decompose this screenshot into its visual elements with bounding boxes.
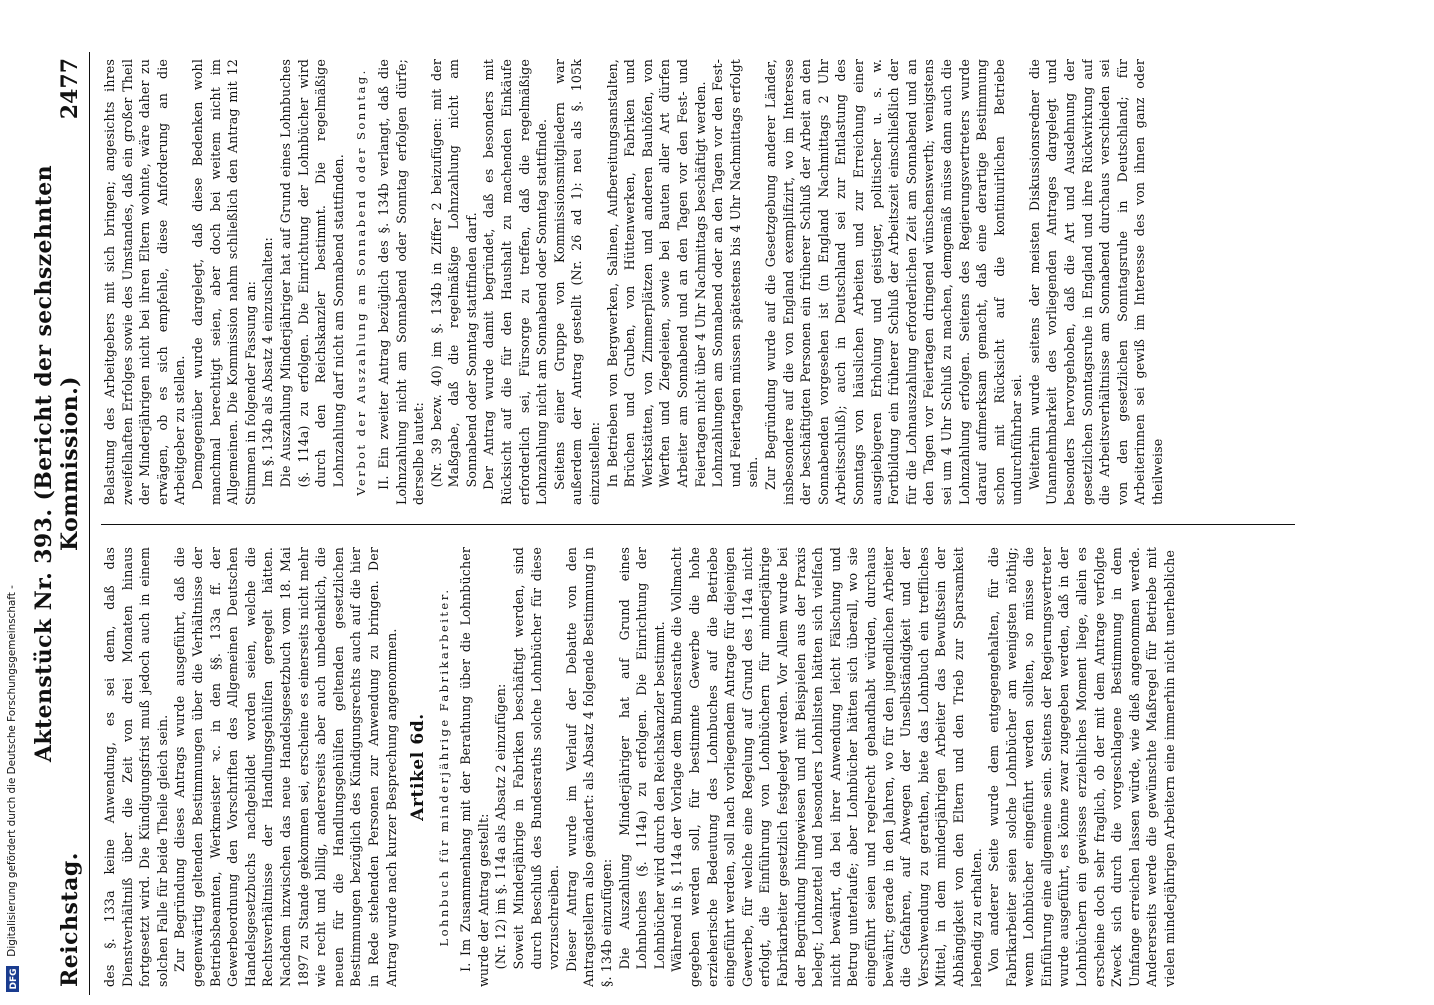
paragraph: Zur Begründung dieses Antrags wurde ausgeführt, daß die gegenwärtig geltenden Bestimmungen über die Verhältnisse der Betriebsbeamten, Werkmeister ꝛc. in den §§. 133a ff. der Gewerbeordnung den Vorschriften des Allgemeinen Deutschen Handelsgesetzbuchs nachgebildet worden seien, welche die Rechtsverhältnisse der Handlungsgehülfen geregelt hätten. Nachdem inzwischen das neue Handelsgesetzbuch vom 18. Mai 1897 zu Stande gekommen sei, erscheine es einerseits nicht mehr wie recht und billig, andererseits aber auch unbedenklich, die neuen für die Handlungsgehülfen geltenden gesetzlichen Bestimmungen bezüglich des Kündigungsrechts auch auf die hier in Rede stehenden Personen zur Anwendung zu bringen. Der Antrag wurde nach kurzer Besprechung angenommen. bbox=[172, 547, 399, 987]
section-subheading: Verbot der Auszahlung am Sonnabend oder Sonntag. bbox=[354, 68, 369, 496]
quoted-paragraph: Soweit Minderjährige in Fabriken beschäftigt werden, sind durch Beschluß des Bundesraths solche Lohnbücher für diese vorzuschreiben. bbox=[511, 547, 562, 970]
paragraph: Dieser Antrag wurde im Verlauf der Debatte von den Antragstellern also geändert: als Absatz 4 folgende Bestimmung in §. 134b einzufügen: bbox=[563, 547, 615, 987]
column-divider bbox=[101, 524, 1295, 525]
paragraph: Der Antrag wurde damit begründet, daß es besonders mit Rücksicht auf die für den Haushalt zu machenden Einkäufe erforderlich sei, Fürsorge zu treffen, daß die regelmäßige Lohnzahlung nicht am Sonnabend oder Sonntag stattfinde. bbox=[481, 59, 550, 505]
margin-credit-text: Digitalisierung gefördert durch die Deutsche Forschungsgemeinschaft - bbox=[6, 585, 18, 957]
quoted-paragraph: Die Auszahlung Minderjähriger hat auf Grund eines Lohnbuches (§. 114a) zu erfolgen. Die Einrichtung der Lohnbücher wird durch den Reichskanzler bestimmt. bbox=[616, 547, 667, 970]
margin-credit bbox=[0, 0, 24, 1000]
right-column bbox=[101, 59, 1295, 505]
page-header bbox=[31, 52, 90, 995]
quoted-paragraph: In Betrieben von Bergwerken, Salinen, Aufbereitungsanstalten, Brüchen und Gruben, von Hüttenwerken, Fabriken und Werkstätten, von Zimmerplätzen und anderen Bauhöfen, von Werften und Ziegeleien, sowie bei Bauten aller Art dürfen Arbeiter am Sonnabend und an den Tagen vor den Fest- und Feiertagen nicht über 4 Uhr Nachmittags beschäftigt werden. bbox=[604, 59, 708, 488]
page-number: 2477 bbox=[57, 58, 83, 120]
section-heading: Artikel 6d. bbox=[408, 713, 429, 821]
left-column bbox=[101, 547, 1295, 987]
paragraph: Während in §. 114a der Vorlage dem Bundesrathe die Vollmacht gegeben werden soll, für bestimmte Gewerbe die hohe erzieherische Bedeutung des Lohnbuches auf die Betriebe eingeführt werden, soll nach vorliegendem Antrage für diejenigen Gewerbe, für welche eine Regelung auf Grund des 114a nicht erfolgt, die Einführung von Lohnbüchern für minderjährige Fabrikarbeiter gesetzlich festgelegt werden. Vor Allem wurde bei der Begründung hingewiesen und mit Beispielen aus der Praxis belegt; Lohnzettel und besonders Lohnlisten hätten sich vielfach nicht bewährt, da bei ihrer Anwendung leicht Fälschung und Betrug unterlaufe; aber Lohnbücher hätten sich überall, wo sie eingeführt seien und regelrecht gehandhabt würden, durchaus bewährt; gerade in den Jahren, wo für den jugendlichen Arbeiter die Gefahren, auf Abwegen der Unselbständigkeit und der Verschwendung zu gerathen, biete das Lohnbuch ein treffliches Mittel, in dem minderjährigen Arbeiter das Bewußtsein der Abhängigkeit von den Eltern und den Trieb zur Sparsamkeit lebendig zu erhalten. bbox=[669, 547, 984, 987]
paragraph: Demgegenüber wurde dargelegt, daß diese Bedenken wohl manchmal berechtigt seien, aber doch bei weitem nicht im Allgemeinen. Die Kommission nahm schließlich den Antrag mit 12 Stimmen in folgender Fassung an: bbox=[189, 59, 258, 505]
dfg-logo-icon bbox=[6, 966, 19, 992]
paragraph: des §. 133a keine Anwendung, es sei denn, daß das Dienstverhältniß über die Zeit von drei Monaten hinaus fortgesetzt wird. Die Kündigungsfrist muß jedoch auch in einem solchen Falle für beide Theile gleich sein. bbox=[102, 547, 170, 987]
quoted-paragraph: (Nr. 39 bezw. 40) im §. 134b in Ziffer 2 beizufügen: mit der Maßgabe, daß die regelmäßige Lohnzahlung nicht am Sonnabend oder Sonntag stattfinden darf. bbox=[428, 59, 479, 488]
quoted-paragraph: Die Auszahlung Minderjähriger hat auf Grund eines Lohnbuches (§. 114a) zu erfolgen. Die Einrichtung der Lohnbücher wird durch den Reichskanzler bestimmt. Die regelmäßige Lohnzahlung darf nicht am Sonnabend stattfinden. bbox=[277, 59, 346, 488]
quoted-paragraph: (Nr. 12) im §. 114a als Absatz 2 einzufügen: bbox=[493, 683, 509, 970]
header-left: Reichstag. bbox=[57, 852, 83, 987]
paragraph: Seitens einer Gruppe von Kommissionsmitgliedern war außerdem der Antrag gestellt (Nr. 26 ad 1): neu als §. 105k einzustellen: bbox=[551, 59, 603, 505]
paragraph: II. Ein zweiter Antrag bezüglich des §. 134b verlangt, daß die Lohnzahlung nicht am Sonnabend oder Sonntag erfolgen dürfe; derselbe lautet: bbox=[375, 59, 427, 505]
svg-text:DFG: DFG bbox=[8, 968, 19, 990]
paragraph: Belastung des Arbeitgebers mit sich bringen; angesichts ihres zweifelhaften Erfolges sowie des Umstandes, daß ein großer Theil der Minderjährigen nicht bei ihren Eltern wohnte, wäre daher zu erwägen, ob es sich empfehle, diese Anforderung an die Arbeitgeber zu stellen. bbox=[102, 59, 188, 505]
paragraph: Von anderer Seite wurde dem entgegengehalten, für die Fabrikarbeiter seien solche Lohnbücher am wenigsten nöthig; wenn Lohnbücher eingeführt werden sollten, so müsse die Einführung eine allgemeine sein. Seitens der Regierungsvertreter wurde ausgeführt, es könne zwar zugegeben werden, daß in der Lohnbüchern ein gewisses erziehliches Moment liege, allein es erscheine doch sehr fraglich, ob der mit dem Antrage verfolgte Zweck sich durch die vorgeschlagene Bestimmung in dem Umfange erreichen lassen würde, wie dieß angenommen werde. Andererseits werde die gewünschte Maßregel für Betriebe mit vielen minderjährigen Arbeitern eine immerhin nicht unerhebliche bbox=[986, 547, 1178, 987]
paragraph: I. Im Zusammenhang mit der Berathung über die Lohnbücher wurde der Antrag gestellt: bbox=[458, 547, 491, 987]
section-subheading: Lohnbuch für minderjährige Fabrikarbeiter. bbox=[436, 587, 451, 947]
header-title: Aktenstück Nr. 393. (Bericht der sechszehnten Kommission.) bbox=[31, 164, 83, 763]
printed-page bbox=[31, 40, 1335, 1005]
quoted-paragraph: Im §. 134b als Absatz 4 einzuschalten: bbox=[260, 237, 276, 488]
quoted-paragraph: Lohnzahlungen am Sonnabend oder an den Tagen vor den Fest- und Feiertagen müssen spätestens bis 4 Uhr Nachmittags erfolgt sein. bbox=[710, 59, 761, 488]
paragraph: Weiterhin wurde seitens der meisten Diskussionsredner die Unannehmbarkeit des vorliegenden Antrages dargelegt und besonders hervorgehoben, daß die Art und Ausdehnung der gesetzlichen Sonntagsruhe in England und ihre Rückwirkung auf die Arbeitsverhältnisse am Sonnabend durchaus verschieden sei von den gesetzlichen Sonntagsruhe in Deutschland; für Arbeiterinnen sei gewiß im Interesse des von ihnen ganz oder theilweise bbox=[1026, 59, 1166, 505]
paragraph: Zur Begründung wurde auf die Gesetzgebung anderer Länder, insbesondere auf die von England exemplifizirt, wo im Interesse der beschäftigten Personen ein früherer Schluß der Arbeit an den Sonnabenden vorgesehen ist (in England Nachmittags 2 Uhr Arbeitsschluß); auch in Deutschland sei zur Entlastung des Sonntags von häuslichen Arbeiten und zur Erreichung einer ausgiebigeren Erholung und geistiger, politischer u. s. w. Fortbildung ein früherer Schluß der Arbeitszeit einschließlich der für die Lohnauszahlung erforderlichen Zeit am Sonnabend und an den Tagen vor Feiertagen dringend wünschenswerth; wenigstens sei um 4 Uhr Schluß zu machen, demgemäß müsse dann auch die Lohnzahlung erfolgen. Seitens des Regierungsvertreters wurde darauf aufmerksam gemacht, daß eine derartige Bestimmung schon mit Rücksicht auf die kontinuirlichen Betriebe undurchführbar sei. bbox=[762, 59, 1025, 505]
